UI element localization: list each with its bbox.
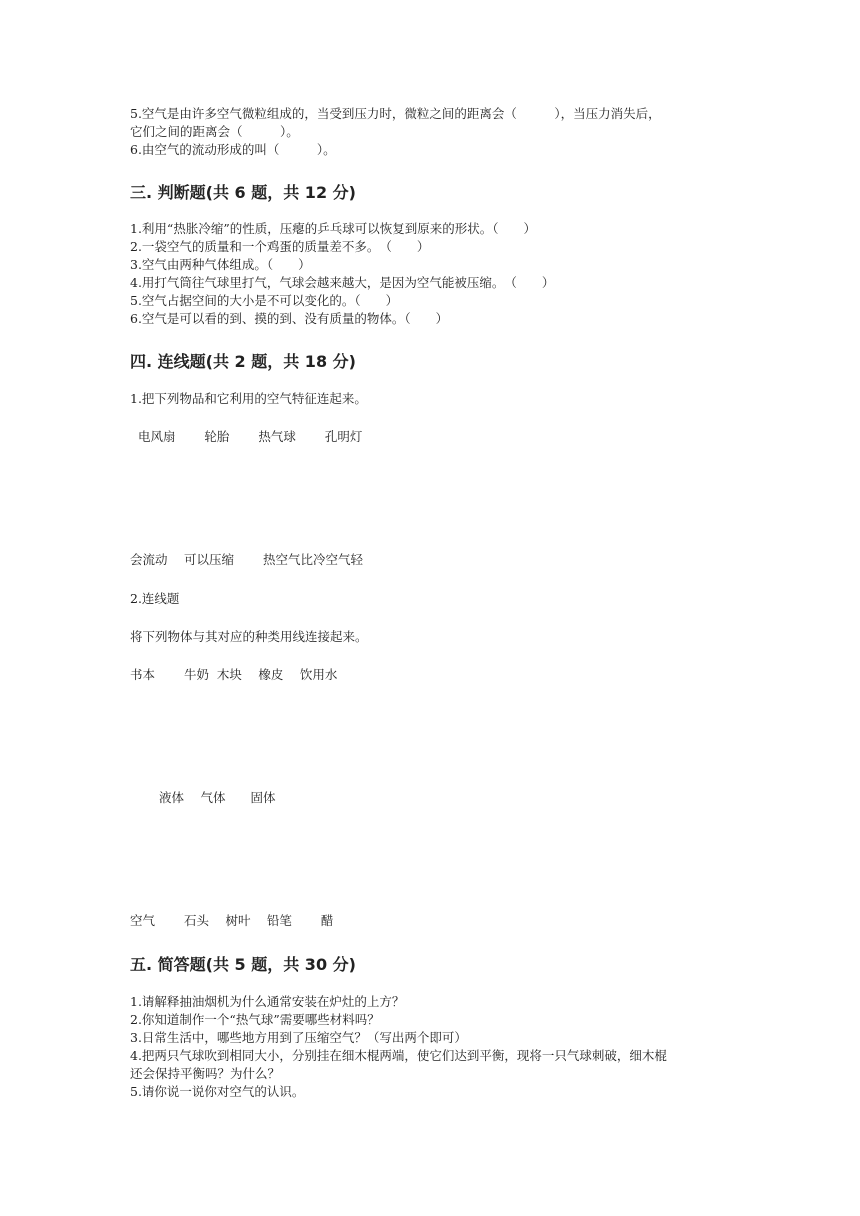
short-answer-item: 5.请你说一说你对空气的认识。 <box>130 1084 305 1099</box>
q5-fill-line-2: 它们之间的距离会（ ）。 <box>130 124 299 139</box>
short-answer-item: 3.日常生活中，哪些地方用到了压缩空气？（写出两个即可） <box>130 1030 467 1045</box>
q5-fill-line-1: 5.空气是由许多空气微粒组成的，当受到压力时，微粒之间的距离会（ ），当压力消失后， <box>130 106 661 121</box>
judgement-item: 4.用打气筒往气球里打气，气球会越来越大，是因为空气能被压缩。 （ ） <box>130 275 555 290</box>
short-answer-item: 4.把两只气球吹到相同大小，分别挂在细木棍两端，使它们达到平衡，现将一只气球刺破，细木棍 <box>130 1048 667 1063</box>
short-answer-item: 1.请解释抽油烟机为什么通常安装在炉灶的上方？ <box>130 994 405 1009</box>
section-4-heading: 四. 连线题(共 2 题，共 18 分) <box>130 352 356 371</box>
q6-fill-line: 6.由空气的流动形成的叫（ ）。 <box>130 142 336 157</box>
matching-q1-items: 电风扇 轮胎 热气球 孔明灯 <box>130 429 363 444</box>
matching-q2-title: 2.连线题 <box>130 591 180 606</box>
matching-q1-prompt: 1.把下列物品和它利用的空气特征连起来。 <box>130 391 367 406</box>
matching-q2-objects-row: 书本 牛奶 木块 橡皮 饮用水 <box>130 667 338 682</box>
section-5-heading: 五. 简答题(共 5 题，共 30 分) <box>130 955 356 974</box>
judgement-item: 6.空气是可以看的到、摸的到、没有质量的物体。（ ） <box>130 311 449 326</box>
judgement-item: 1.利用“热胀冷缩”的性质，压瘪的乒乓球可以恢复到原来的形状。（ ） <box>130 221 536 236</box>
matching-q2-categories-row: 液体 气体 固体 <box>130 790 276 805</box>
matching-q2-instruction: 将下列物体与其对应的种类用线连接起来。 <box>130 629 368 644</box>
judgement-item: 5.空气占据空间的大小是不可以变化的。（ ） <box>130 293 399 308</box>
short-answer-item-continued: 还会保持平衡吗？为什么？ <box>130 1066 281 1081</box>
matching-q1-features: 会流动 可以压缩 热空气比冷空气轻 <box>130 552 363 567</box>
judgement-item: 3.空气由两种气体组成。（ ） <box>130 257 311 272</box>
short-answer-item: 2.你知道制作一个“热气球”需要哪些材料吗？ <box>130 1012 380 1027</box>
matching-q2-objects-row: 空气 石头 树叶 铅笔 醋 <box>130 913 334 928</box>
judgement-item: 2.一袋空气的质量和一个鸡蛋的质量差不多。 （ ） <box>130 239 430 254</box>
section-3-heading: 三. 判断题(共 6 题，共 12 分) <box>130 183 356 202</box>
